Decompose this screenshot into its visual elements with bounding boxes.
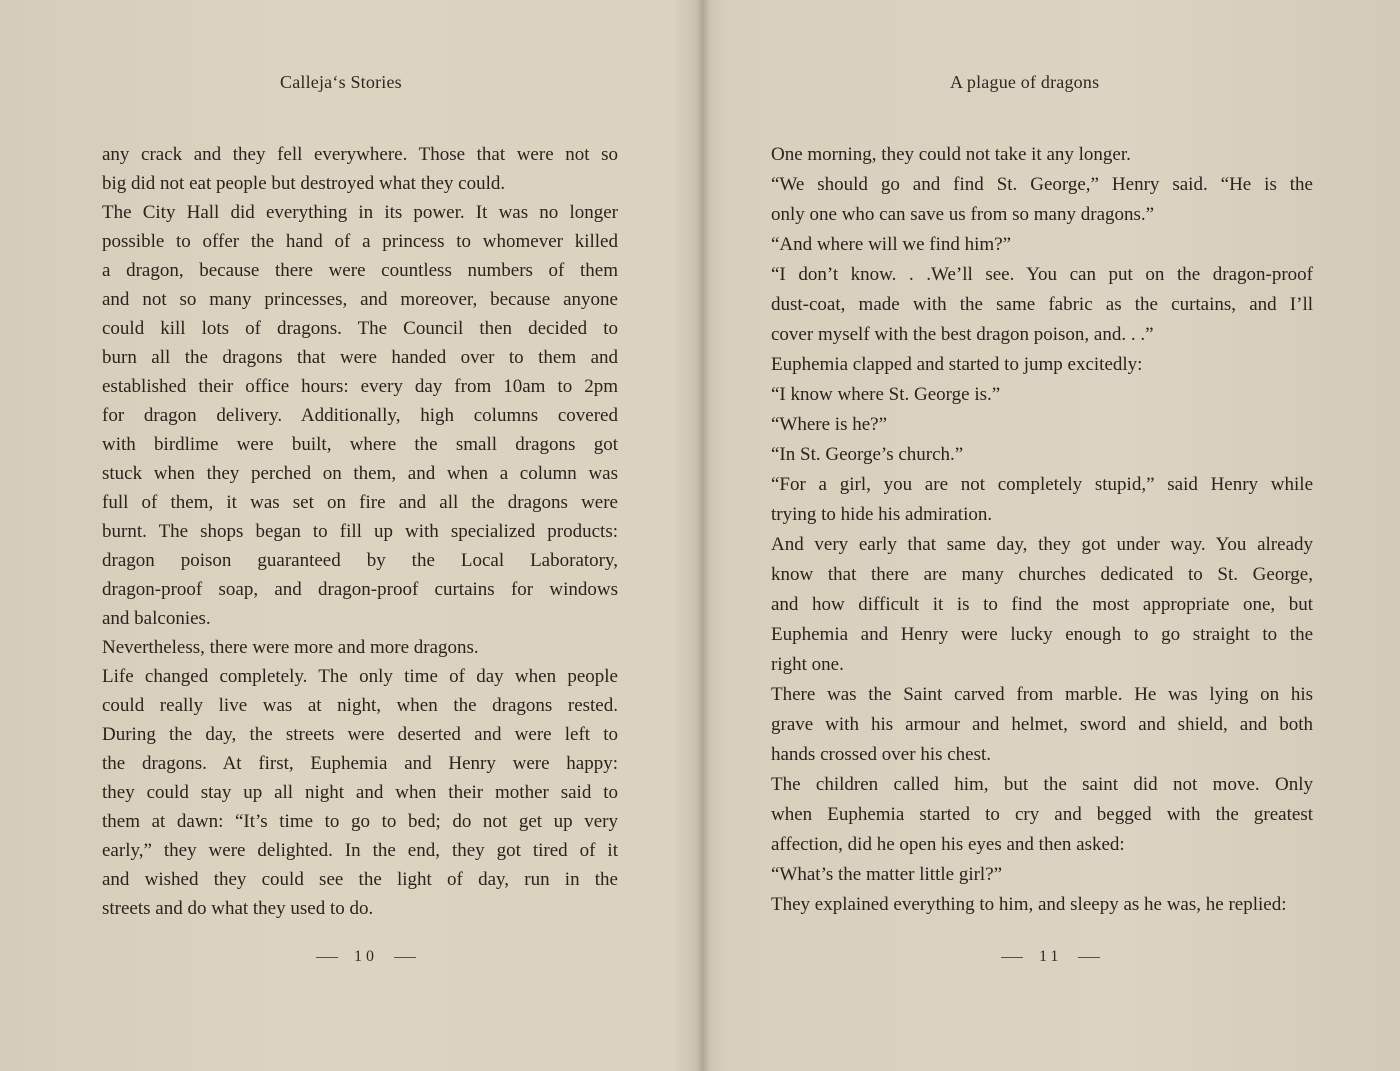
text-line: them at dawn: “It’s time to go to bed; do not get up very — [102, 811, 618, 832]
text-line: “What’s the matter little girl?” — [771, 864, 1003, 885]
text-line: “And where will we find him?” — [771, 234, 1012, 255]
text-line: big did not eat people but destroyed what they could. — [102, 173, 506, 194]
text-line: could kill lots of dragons. The Council then decided to — [102, 318, 618, 339]
text-line: know that there are many churches dedicated to St. George, — [771, 564, 1313, 585]
text-line: the dragons. At first, Euphemia and Henry were happy: — [102, 753, 618, 774]
text-line: “Where is he?” — [771, 414, 888, 435]
text-line: for dragon delivery. Additionally, high columns covered — [102, 405, 618, 426]
text-line: when Euphemia started to cry and begged with the greatest — [771, 804, 1313, 825]
text-line: any crack and they fell everywhere. Those that were not so — [102, 144, 618, 165]
left-page-text — [102, 140, 618, 923]
folio-right: 11 — [1039, 948, 1063, 965]
text-line: hands crossed over his chest. — [771, 744, 992, 765]
text-line: early,” they were delighted. In the end, they got tired of it — [102, 840, 618, 861]
text-line: During the day, the streets were deserted and were left to — [102, 724, 618, 745]
text-line: possible to offer the hand of a princess to whomever killed — [102, 231, 618, 252]
text-line: The children called him, but the saint did not move. Only — [771, 774, 1313, 795]
text-line: And very early that same day, they got under way. You already — [771, 534, 1313, 555]
text-line: Nevertheless, there were more and more dragons. — [102, 637, 479, 658]
text-line: dragon poison guaranteed by the Local Laboratory, — [102, 550, 618, 571]
text-line: Life changed completely. The only time of day when people — [102, 666, 618, 687]
text-line: and not so many princesses, and moreover, because anyone — [102, 289, 618, 310]
text-line: established their office hours: every day from 10am to 2pm — [102, 376, 618, 397]
text-line: they could stay up all night and when their mother said to — [102, 782, 618, 803]
text-line: The City Hall did everything in its power. It was no longer — [102, 202, 618, 223]
right-page — [700, 0, 1400, 1071]
text-line: One morning, they could not take it any longer. — [771, 144, 1131, 165]
text-line: Euphemia clapped and started to jump excitedly: — [771, 354, 1143, 375]
text-line: They explained everything to him, and sleepy as he was, he replied: — [771, 894, 1287, 915]
text-line: full of them, it was set on fire and all the dragons were — [102, 492, 618, 513]
text-line: a dragon, because there were countless numbers of them — [102, 260, 618, 281]
text-line: “I know where St. George is.” — [771, 384, 1001, 405]
text-line: could really live was at night, when the dragons rested. — [102, 695, 618, 716]
right-page-text — [771, 140, 1313, 920]
text-line: streets and do what they used to do. — [102, 898, 374, 919]
text-line: only one who can save us from so many dragons.” — [771, 204, 1155, 225]
text-line: burn all the dragons that were handed over to them and — [102, 347, 618, 368]
page-number-right — [985, 948, 1116, 966]
text-line: cover myself with the best dragon poison, and. . .” — [771, 324, 1154, 345]
text-line: and how difficult it is to find the most appropriate one, but — [771, 594, 1313, 615]
text-line: and balconies. — [102, 608, 211, 629]
text-line: “In St. George’s church.” — [771, 444, 964, 465]
text-line: trying to hide his admiration. — [771, 504, 993, 525]
text-line: and wished they could see the light of day, run in the — [102, 869, 618, 890]
text-line: dust-coat, made with the same fabric as the curtains, and I’ll — [771, 294, 1313, 315]
text-line: with birdlime were built, where the small dragons got — [102, 434, 618, 455]
running-head-right: A plague of dragons — [950, 72, 1100, 92]
text-line: “We should go and find St. George,” Henry said. “He is the — [771, 174, 1313, 195]
text-line: grave with his armour and helmet, sword and shield, and both — [771, 714, 1313, 735]
text-line: Euphemia and Henry were lucky enough to go straight to the — [771, 624, 1313, 645]
running-head-left: Calleja‘s Stories — [280, 72, 402, 92]
text-line: dragon-proof soap, and dragon-proof curtains for windows — [102, 579, 618, 600]
text-line: right one. — [771, 654, 844, 675]
folio-left: 10 — [354, 948, 378, 965]
text-line: burnt. The shops began to fill up with specialized products: — [102, 521, 618, 542]
text-line: “For a girl, you are not completely stupid,” said Henry while — [771, 474, 1313, 495]
text-line: There was the Saint carved from marble. He was lying on his — [771, 684, 1313, 705]
text-line: affection, did he open his eyes and then asked: — [771, 834, 1125, 855]
text-line: stuck when they perched on them, and when a column was — [102, 463, 618, 484]
page-number-left — [300, 948, 432, 966]
text-line: “I don’t know. . .We’ll see. You can put on the dragon-proof — [771, 264, 1313, 285]
